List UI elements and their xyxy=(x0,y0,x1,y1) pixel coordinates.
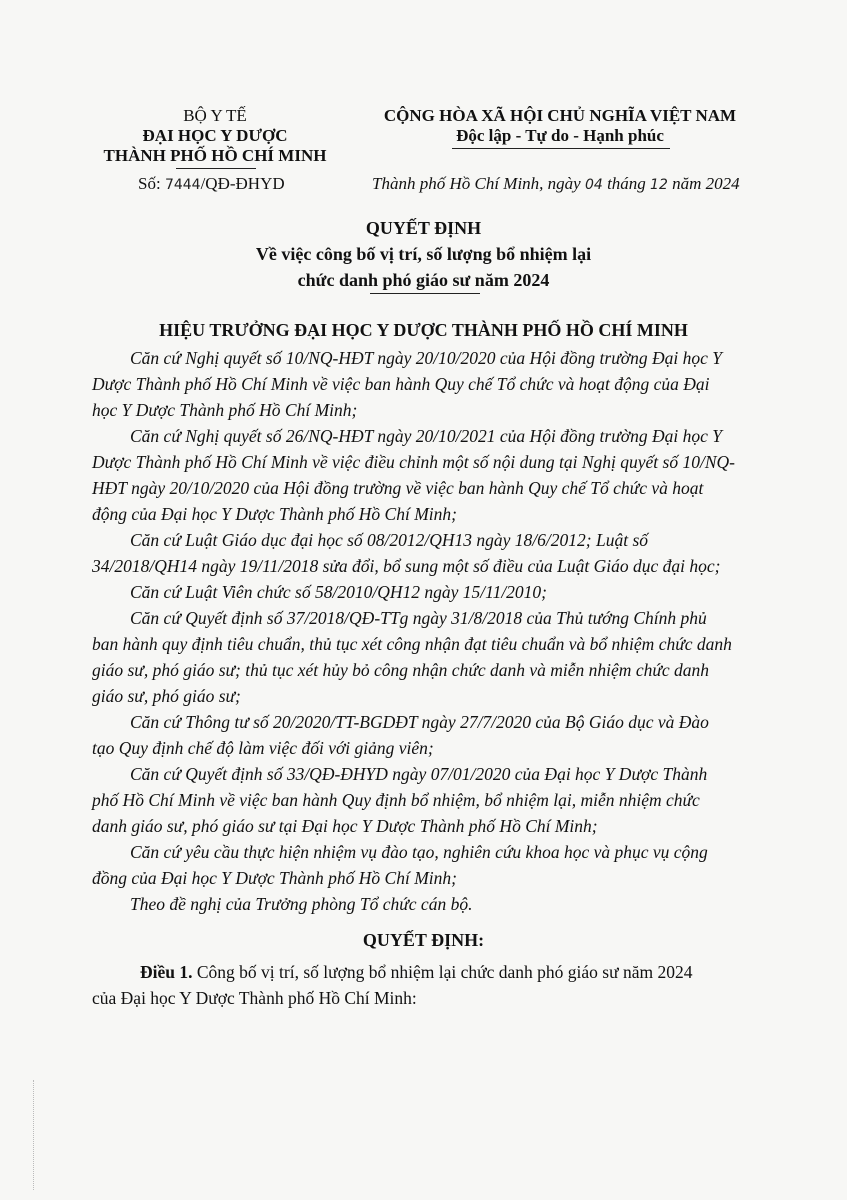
document-number xyxy=(138,174,285,194)
basis-line: Căn cứ Thông tư số 20/2020/TT-BGDĐT ngày 27/7/2020 của Bộ Giáo dục và Đào xyxy=(130,712,709,732)
nation-motto: Độc lập - Tự do - Hạnh phúc xyxy=(456,126,664,145)
article-1-text: Công bố vị trí, số lượng bổ nhiệm lại chức danh phó giáo sư năm 2024 xyxy=(192,962,693,982)
title-underline xyxy=(370,293,480,294)
article-1-label: Điều 1. xyxy=(140,962,193,982)
number-suffix: /QĐ-ĐHYD xyxy=(200,174,285,193)
basis-line: động của Đại học Y Dược Thành phố Hồ Chí Minh; xyxy=(92,504,457,524)
basis-line: HĐT ngày 20/10/2020 của Hội đồng trường về việc ban hành Quy chế Tổ chức và hoạt xyxy=(92,478,704,498)
basis-line: giáo sư, phó giáo sư; xyxy=(92,686,241,706)
motto-underline xyxy=(452,148,670,149)
number-label: Số: xyxy=(138,174,165,193)
basis-line: học Y Dược Thành phố Hồ Chí Minh; xyxy=(92,400,358,420)
left-header-underline xyxy=(176,168,256,169)
date-month-label: tháng xyxy=(602,174,651,193)
basis-line: phố Hồ Chí Minh về việc ban hành Quy định bổ nhiệm, bổ nhiệm lại, miễn nhiệm chức xyxy=(92,790,700,810)
basis-line: ban hành quy định tiêu chuẩn, thủ tục xét công nhận đạt tiêu chuẩn và bổ nhiệm chức danh xyxy=(92,634,732,654)
university-name-line2: THÀNH PHỐ HỒ CHÍ MINH xyxy=(103,146,327,165)
basis-line: Căn cứ Nghị quyết số 10/NQ-HĐT ngày 20/10/2020 của Hội đồng trường Đại học Y xyxy=(130,348,722,368)
university-name-line1: ĐẠI HỌC Y DƯỢC xyxy=(142,126,288,145)
basis-line: Căn cứ Nghị quyết số 26/NQ-HĐT ngày 20/10/2021 của Hội đồng trường Đại học Y xyxy=(130,426,722,446)
basis-line: Dược Thành phố Hồ Chí Minh về việc điều chỉnh một số nội dung tại Nghị quyết số 10/NQ- xyxy=(92,452,735,472)
basis-line: Căn cứ Luật Giáo dục đại học số 08/2012/QH13 ngày 18/6/2012; Luật số xyxy=(130,530,649,550)
date-prefix: Thành phố Hồ Chí Minh, ngày xyxy=(372,174,585,193)
basis-line: 34/2018/QH14 ngày 19/11/2018 sửa đổi, bổ sung một số điều của Luật Giáo dục đại học; xyxy=(92,556,721,576)
basis-line: giáo sư, phó giáo sư; thủ tục xét hủy bỏ công nhận chức danh và miễn nhiệm chức danh xyxy=(92,660,710,680)
document-title: QUYẾT ĐỊNH xyxy=(365,218,482,238)
scan-margin-mark xyxy=(33,1080,35,1190)
nation-name: CỘNG HÒA XÃ HỘI CHỦ NGHĨA VIỆT NAM xyxy=(383,106,737,125)
date-day-handwritten: 04 xyxy=(584,177,603,193)
ministry-name: BỘ Y TẾ xyxy=(183,106,247,125)
decision-heading: QUYẾT ĐỊNH: xyxy=(362,930,485,950)
article-1-line1 xyxy=(140,962,692,983)
number-handwritten: 7444 xyxy=(164,177,201,193)
article-1-line2: của Đại học Y Dược Thành phố Hồ Chí Minh: xyxy=(92,988,417,1008)
issue-date xyxy=(372,174,740,194)
issuing-authority: HIỆU TRƯỞNG ĐẠI HỌC Y DƯỢC THÀNH PHỐ HỒ CHÍ MINH xyxy=(159,320,688,340)
basis-line: Căn cứ Quyết định số 33/QĐ-ĐHYD ngày 07/01/2020 của Đại học Y Dược Thành xyxy=(130,764,708,784)
basis-line: Căn cứ yêu cầu thực hiện nhiệm vụ đào tạo, nghiên cứu khoa học và phục vụ cộng xyxy=(130,842,708,862)
basis-line: đồng của Đại học Y Dược Thành phố Hồ Chí Minh; xyxy=(92,868,457,888)
basis-line: Căn cứ Quyết định số 37/2018/QĐ-TTg ngày 31/8/2018 của Thủ tướng Chính phủ xyxy=(130,608,707,628)
document-subtitle-line1: Về việc công bố vị trí, số lượng bổ nhiệm lại xyxy=(255,244,592,264)
document-subtitle-line2: chức danh phó giáo sư năm 2024 xyxy=(297,270,550,290)
date-year: năm 2024 xyxy=(667,174,740,193)
date-month-handwritten: 12 xyxy=(650,177,668,193)
basis-line: tạo Quy định chế độ làm việc đối với giảng viên; xyxy=(92,738,434,758)
basis-line: Dược Thành phố Hồ Chí Minh về việc ban hành Quy chế Tổ chức và hoạt động của Đại xyxy=(92,374,710,394)
basis-line: danh giáo sư, phó giáo sư tại Đại học Y Dược Thành phố Hồ Chí Minh; xyxy=(92,816,598,836)
basis-line: Theo đề nghị của Trưởng phòng Tổ chức cán bộ. xyxy=(130,894,473,914)
basis-line: Căn cứ Luật Viên chức số 58/2010/QH12 ngày 15/11/2010; xyxy=(130,582,548,602)
